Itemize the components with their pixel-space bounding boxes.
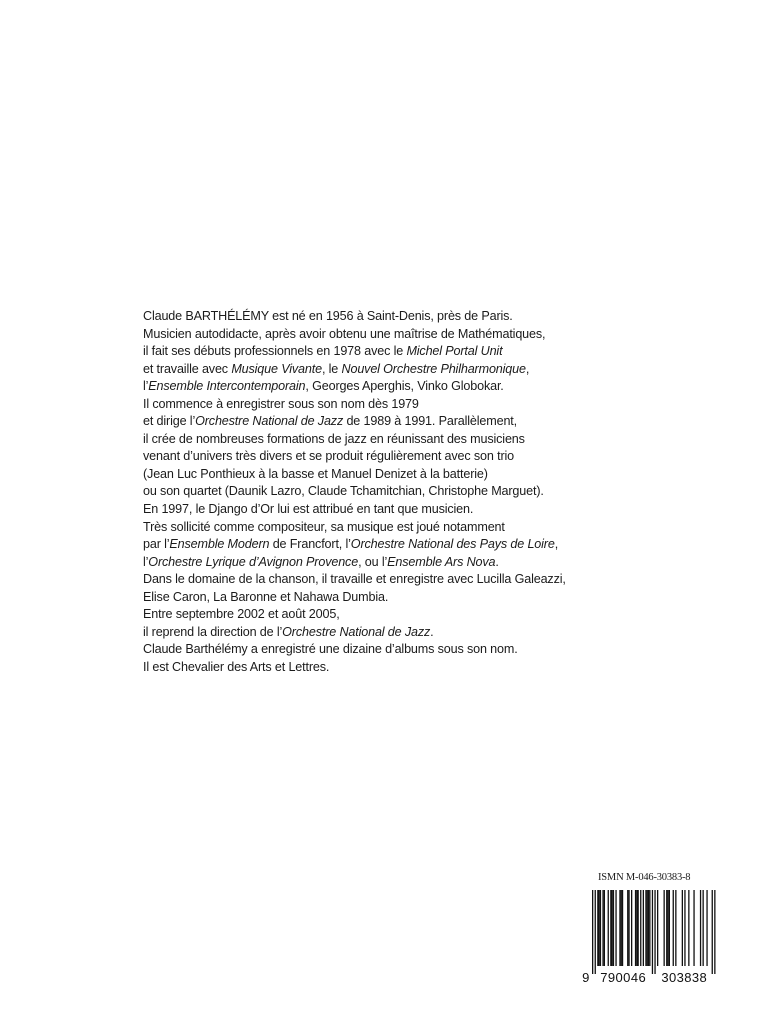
bio-line	[143, 606, 643, 624]
barcode-bar	[636, 890, 637, 966]
bio-line	[143, 519, 643, 537]
bio-line	[143, 361, 643, 379]
bio-line	[143, 466, 643, 484]
bio-line	[143, 326, 643, 344]
bio-text-run: (Jean Luc Ponthieux à la basse et Manuel Denizet à la batterie)	[143, 466, 488, 481]
biography-text	[143, 308, 643, 676]
bio-line	[143, 571, 643, 589]
barcode-bar	[712, 890, 713, 974]
barcode-bar	[619, 890, 620, 966]
bio-text-run: l’	[143, 379, 149, 394]
barcode-bar	[706, 890, 707, 966]
bio-italic-title: Ensemble Ars Nova	[387, 554, 496, 569]
barcode-bar	[703, 890, 704, 966]
bio-text-run: , Georges Aperghis, Vinko Globokar.	[305, 379, 504, 394]
bio-text-run: , ou l’	[358, 554, 388, 569]
barcode-bar	[649, 890, 650, 966]
barcode-bar	[664, 890, 665, 966]
barcode-bar	[612, 890, 613, 966]
bio-text-run: il fait ses débuts professionnels en 1978 avec le	[143, 344, 407, 359]
barcode-bar	[627, 890, 628, 966]
bio-text-run: , le	[321, 361, 342, 376]
bio-italic-title: Musique Vivante	[231, 361, 322, 376]
barcode-bar	[613, 890, 614, 966]
barcode-block	[580, 872, 724, 986]
bio-italic-title: Michel Portal Unit	[406, 344, 503, 359]
bio-text-run: Il commence à enregistrer sous son nom dès 1979	[143, 396, 419, 411]
bio-text-run: par l’	[143, 537, 170, 552]
barcode-bar	[684, 890, 685, 966]
barcode-bar	[635, 890, 636, 966]
barcode-bar	[600, 890, 601, 966]
barcode-bar	[669, 890, 670, 966]
barcode-bar	[610, 890, 611, 966]
barcode-bar	[693, 890, 694, 966]
bio-line	[143, 589, 643, 607]
bio-text-run: .	[495, 554, 499, 569]
bio-italic-title: Orchestre National des Pays de Loire	[350, 537, 555, 552]
barcode-bar	[608, 890, 609, 966]
bio-text-run: il reprend la direction de l’	[143, 624, 283, 639]
barcode-bar	[595, 890, 596, 974]
barcode-bar	[638, 890, 639, 966]
bio-line	[143, 343, 643, 361]
bio-text-run: Il est Chevalier des Arts et Lettres.	[143, 659, 330, 674]
bio-text-run: ,	[554, 537, 559, 552]
bio-line	[143, 448, 643, 466]
bio-text-run: venant d’univers très divers et se produit régulièrement avec son trio	[143, 449, 515, 464]
bio-text-run: Entre septembre 2002 et août 2005,	[143, 607, 340, 622]
bio-text-run: Claude BARTHÉLÉMY est né en 1956 à Saint-Denis, près de Paris.	[143, 309, 513, 323]
barcode-bar	[648, 890, 649, 966]
bio-text-run: Dans le domaine de la chanson, il travaille et enregistre avec Lucilla Galeazzi,	[143, 572, 566, 587]
barcode-bar	[647, 890, 648, 966]
barcode-bar	[682, 890, 683, 966]
bio-italic-title: Nouvel Orchestre Philharmonique	[341, 361, 526, 376]
bio-text-run: Musicien autodidacte, après avoir obtenu une maîtrise de Mathématiques,	[143, 326, 546, 341]
bio-line	[143, 659, 643, 677]
barcode-bar	[622, 890, 623, 966]
bio-line	[143, 536, 643, 554]
bio-text-run: et travaille avec	[143, 361, 232, 376]
barcode-right-digits: 303838	[661, 970, 708, 985]
barcode-bar	[645, 890, 646, 966]
bio-line	[143, 413, 643, 431]
barcode-image	[580, 890, 724, 986]
bio-text-run: ou son quartet (Daunik Lazro, Claude Tchamitchian, Christophe Marguet).	[143, 484, 544, 499]
bio-line	[143, 308, 643, 326]
bio-line	[143, 378, 643, 396]
bio-italic-title: Ensemble Intercontemporain	[148, 379, 306, 394]
barcode-bar	[602, 890, 603, 966]
barcode-bar	[688, 890, 689, 966]
bio-text-run: Claude Barthélémy a enregistré une dizaine d’albums sous son nom.	[143, 642, 518, 657]
barcode-bar	[652, 890, 653, 974]
barcode-bar	[640, 890, 641, 966]
barcode-bar	[615, 890, 616, 966]
barcode-bar	[597, 890, 598, 966]
barcode-bar	[654, 890, 655, 974]
bio-italic-title: Ensemble Modern	[169, 537, 270, 552]
bio-italic-title: Orchestre National de Jazz	[195, 414, 344, 429]
barcode-bar	[657, 890, 658, 966]
bio-italic-title: Orchestre National de Jazz	[282, 624, 431, 639]
bio-text-run: .	[430, 624, 434, 639]
barcode-bar	[604, 890, 605, 966]
bio-text-run: l’	[143, 554, 149, 569]
barcode-bar	[621, 890, 622, 966]
bio-text-run: ,	[525, 361, 530, 376]
bio-line	[143, 554, 643, 572]
bio-line	[143, 624, 643, 642]
barcode-first-digit: 9	[582, 970, 590, 985]
barcode-bar	[599, 890, 600, 966]
bio-text-run: Elise Caron, La Baronne et Nahawa Dumbia.	[143, 589, 389, 604]
bio-line	[143, 431, 643, 449]
bio-line	[143, 641, 643, 659]
barcode-bar	[592, 890, 593, 974]
barcode-bar	[714, 890, 715, 974]
barcode-bar	[643, 890, 644, 966]
bio-text-run: il crée de nombreuses formations de jazz en réunissant des musiciens	[143, 431, 525, 446]
barcode-bar	[675, 890, 676, 966]
barcode-bar	[667, 890, 668, 966]
bio-line	[143, 501, 643, 519]
bio-text-run: En 1997, le Django d’Or lui est attribué en tant que musicien.	[143, 502, 474, 517]
bio-italic-title: Orchestre Lyrique d’Avignon Provence	[148, 554, 359, 569]
bio-line	[143, 483, 643, 501]
bio-text-run: de 1989 à 1991. Parallèlement,	[343, 414, 517, 429]
barcode-bar	[628, 890, 629, 966]
barcode-left-digits: 790046	[600, 970, 647, 985]
bio-text-run: et dirige l’	[143, 414, 196, 429]
barcode-bar	[666, 890, 667, 966]
barcode-bar	[631, 890, 632, 966]
barcode-bar	[700, 890, 701, 966]
barcode-bar	[673, 890, 674, 966]
ismn-label: ISMN M-046-30383-8	[598, 872, 691, 883]
bio-text-run: Très sollicité comme compositeur, sa musique est joué notamment	[143, 519, 505, 534]
bio-line	[143, 396, 643, 414]
bio-text-run: de Francfort, l’	[269, 537, 351, 552]
